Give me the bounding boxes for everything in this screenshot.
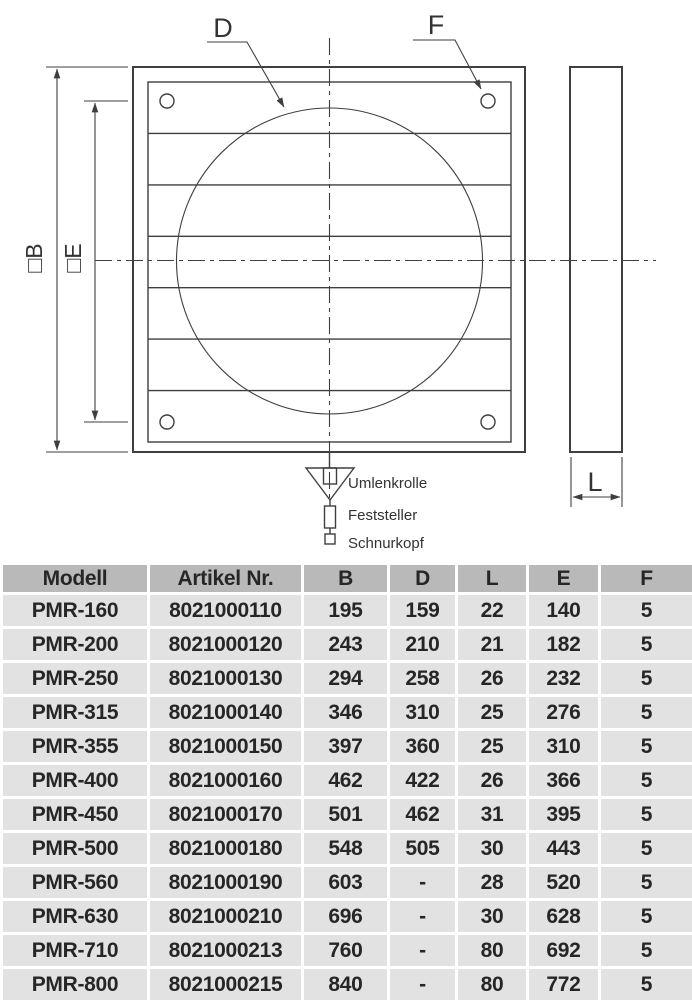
cell-pmr-315-f: 5 bbox=[600, 696, 692, 730]
cell-pmr-450-b: 501 bbox=[303, 798, 389, 832]
column-header-artikel-nr: Artikel Nr. bbox=[149, 564, 303, 594]
cell-pmr-630-b: 696 bbox=[303, 900, 389, 934]
label-D: D bbox=[213, 13, 233, 43]
cell-pmr-800-modell: PMR-800 bbox=[2, 968, 149, 1000]
cell-pmr-800-artikel-nr: 8021000215 bbox=[149, 968, 303, 1000]
cell-pmr-250-artikel-nr: 8021000130 bbox=[149, 662, 303, 696]
callout-lock: Feststeller bbox=[348, 507, 418, 524]
cell-pmr-800-d: - bbox=[389, 968, 457, 1000]
cell-pmr-355-modell: PMR-355 bbox=[2, 730, 149, 764]
cell-pmr-315-artikel-nr: 8021000140 bbox=[149, 696, 303, 730]
cell-pmr-160-d: 159 bbox=[389, 594, 457, 628]
column-header-d: D bbox=[389, 564, 457, 594]
pull-cord-assembly bbox=[306, 452, 427, 552]
table-row-pmr-400 bbox=[2, 764, 692, 798]
table-row-pmr-250 bbox=[2, 662, 692, 696]
cell-pmr-800-f: 5 bbox=[600, 968, 692, 1000]
cell-pmr-450-d: 462 bbox=[389, 798, 457, 832]
cell-pmr-500-f: 5 bbox=[600, 832, 692, 866]
cell-pmr-355-e: 310 bbox=[528, 730, 600, 764]
cell-pmr-450-artikel-nr: 8021000170 bbox=[149, 798, 303, 832]
column-header-b: B bbox=[303, 564, 389, 594]
table-row-pmr-200 bbox=[2, 628, 692, 662]
label-L: L bbox=[587, 467, 603, 497]
cell-pmr-400-b: 462 bbox=[303, 764, 389, 798]
cell-pmr-200-modell: PMR-200 bbox=[2, 628, 149, 662]
cell-pmr-630-artikel-nr: 8021000210 bbox=[149, 900, 303, 934]
cell-pmr-500-artikel-nr: 8021000180 bbox=[149, 832, 303, 866]
cell-pmr-630-e: 628 bbox=[528, 900, 600, 934]
callout-pulley: Umlenkrolle bbox=[348, 475, 428, 492]
cell-pmr-500-b: 548 bbox=[303, 832, 389, 866]
cell-pmr-250-l: 26 bbox=[457, 662, 528, 696]
cell-pmr-315-modell: PMR-315 bbox=[2, 696, 149, 730]
cell-pmr-355-artikel-nr: 8021000150 bbox=[149, 730, 303, 764]
table-row-pmr-630 bbox=[2, 900, 692, 934]
cell-pmr-800-e: 772 bbox=[528, 968, 600, 1000]
mounting-hole-bottom-right bbox=[481, 415, 495, 429]
cell-pmr-630-d: - bbox=[389, 900, 457, 934]
cell-pmr-710-f: 5 bbox=[600, 934, 692, 968]
cell-pmr-800-b: 840 bbox=[303, 968, 389, 1000]
cell-pmr-710-artikel-nr: 8021000213 bbox=[149, 934, 303, 968]
spec-table bbox=[0, 562, 692, 1000]
mounting-hole-bottom-left bbox=[160, 415, 174, 429]
cell-pmr-400-f: 5 bbox=[600, 764, 692, 798]
cell-pmr-315-d: 310 bbox=[389, 696, 457, 730]
cell-pmr-200-f: 5 bbox=[600, 628, 692, 662]
cell-pmr-160-artikel-nr: 8021000110 bbox=[149, 594, 303, 628]
column-header-f: F bbox=[600, 564, 692, 594]
leader-F bbox=[413, 10, 481, 89]
leader-D bbox=[207, 13, 284, 107]
cell-pmr-400-l: 26 bbox=[457, 764, 528, 798]
dimension-L bbox=[571, 457, 622, 507]
table-row-pmr-450 bbox=[2, 798, 692, 832]
lock-symbol bbox=[325, 506, 336, 528]
cell-pmr-450-f: 5 bbox=[600, 798, 692, 832]
cell-pmr-315-b: 346 bbox=[303, 696, 389, 730]
callout-cord-head: Schnurkopf bbox=[348, 535, 424, 552]
cell-pmr-710-d: - bbox=[389, 934, 457, 968]
cell-pmr-710-l: 80 bbox=[457, 934, 528, 968]
cell-pmr-710-e: 692 bbox=[528, 934, 600, 968]
cell-pmr-400-modell: PMR-400 bbox=[2, 764, 149, 798]
column-header-e: E bbox=[528, 564, 600, 594]
cell-pmr-630-modell: PMR-630 bbox=[2, 900, 149, 934]
cell-pmr-560-d: - bbox=[389, 866, 457, 900]
mounting-holes bbox=[160, 94, 495, 429]
cell-pmr-250-b: 294 bbox=[303, 662, 389, 696]
cell-pmr-400-artikel-nr: 8021000160 bbox=[149, 764, 303, 798]
cell-pmr-315-l: 25 bbox=[457, 696, 528, 730]
table-header-row bbox=[2, 564, 692, 594]
spec-table-body bbox=[2, 594, 692, 1000]
cell-pmr-355-b: 397 bbox=[303, 730, 389, 764]
cell-pmr-710-modell: PMR-710 bbox=[2, 934, 149, 968]
cell-pmr-500-e: 443 bbox=[528, 832, 600, 866]
dimension-E bbox=[60, 101, 128, 422]
cell-pmr-160-b: 195 bbox=[303, 594, 389, 628]
cell-pmr-250-e: 232 bbox=[528, 662, 600, 696]
cell-pmr-200-artikel-nr: 8021000120 bbox=[149, 628, 303, 662]
cell-pmr-200-b: 243 bbox=[303, 628, 389, 662]
cell-pmr-400-e: 366 bbox=[528, 764, 600, 798]
cell-pmr-200-l: 21 bbox=[457, 628, 528, 662]
column-header-modell: Modell bbox=[2, 564, 149, 594]
cell-pmr-500-l: 30 bbox=[457, 832, 528, 866]
cell-pmr-560-artikel-nr: 8021000190 bbox=[149, 866, 303, 900]
cell-pmr-450-e: 395 bbox=[528, 798, 600, 832]
cell-pmr-800-l: 80 bbox=[457, 968, 528, 1000]
table-row-pmr-315 bbox=[2, 696, 692, 730]
label-F: F bbox=[427, 10, 445, 40]
label-E: □E bbox=[60, 243, 86, 273]
mounting-hole-top-right bbox=[481, 94, 495, 108]
cell-pmr-200-e: 182 bbox=[528, 628, 600, 662]
cell-pmr-355-l: 25 bbox=[457, 730, 528, 764]
cell-pmr-250-modell: PMR-250 bbox=[2, 662, 149, 696]
label-B: □B bbox=[21, 243, 47, 273]
cell-pmr-560-modell: PMR-560 bbox=[2, 866, 149, 900]
cell-pmr-560-l: 28 bbox=[457, 866, 528, 900]
cord-head-symbol bbox=[325, 534, 335, 544]
cell-pmr-315-e: 276 bbox=[528, 696, 600, 730]
cell-pmr-560-b: 603 bbox=[303, 866, 389, 900]
cell-pmr-560-e: 520 bbox=[528, 866, 600, 900]
mounting-hole-top-left bbox=[160, 94, 174, 108]
table-row-pmr-800 bbox=[2, 968, 692, 1000]
cell-pmr-355-d: 360 bbox=[389, 730, 457, 764]
table-row-pmr-160 bbox=[2, 594, 692, 628]
table-row-pmr-500 bbox=[2, 832, 692, 866]
cell-pmr-250-d: 258 bbox=[389, 662, 457, 696]
cell-pmr-160-modell: PMR-160 bbox=[2, 594, 149, 628]
cell-pmr-400-d: 422 bbox=[389, 764, 457, 798]
table-row-pmr-560 bbox=[2, 866, 692, 900]
cell-pmr-630-f: 5 bbox=[600, 900, 692, 934]
cell-pmr-160-f: 5 bbox=[600, 594, 692, 628]
cell-pmr-450-modell: PMR-450 bbox=[2, 798, 149, 832]
cell-pmr-710-b: 760 bbox=[303, 934, 389, 968]
table-row-pmr-710 bbox=[2, 934, 692, 968]
cell-pmr-250-f: 5 bbox=[600, 662, 692, 696]
cell-pmr-450-l: 31 bbox=[457, 798, 528, 832]
cell-pmr-355-f: 5 bbox=[600, 730, 692, 764]
cell-pmr-500-modell: PMR-500 bbox=[2, 832, 149, 866]
side-view-profile bbox=[570, 67, 622, 452]
column-header-l: L bbox=[457, 564, 528, 594]
cell-pmr-500-d: 505 bbox=[389, 832, 457, 866]
cell-pmr-160-e: 140 bbox=[528, 594, 600, 628]
cell-pmr-560-f: 5 bbox=[600, 866, 692, 900]
table-row-pmr-355 bbox=[2, 730, 692, 764]
cell-pmr-160-l: 22 bbox=[457, 594, 528, 628]
cell-pmr-630-l: 30 bbox=[457, 900, 528, 934]
cell-pmr-200-d: 210 bbox=[389, 628, 457, 662]
